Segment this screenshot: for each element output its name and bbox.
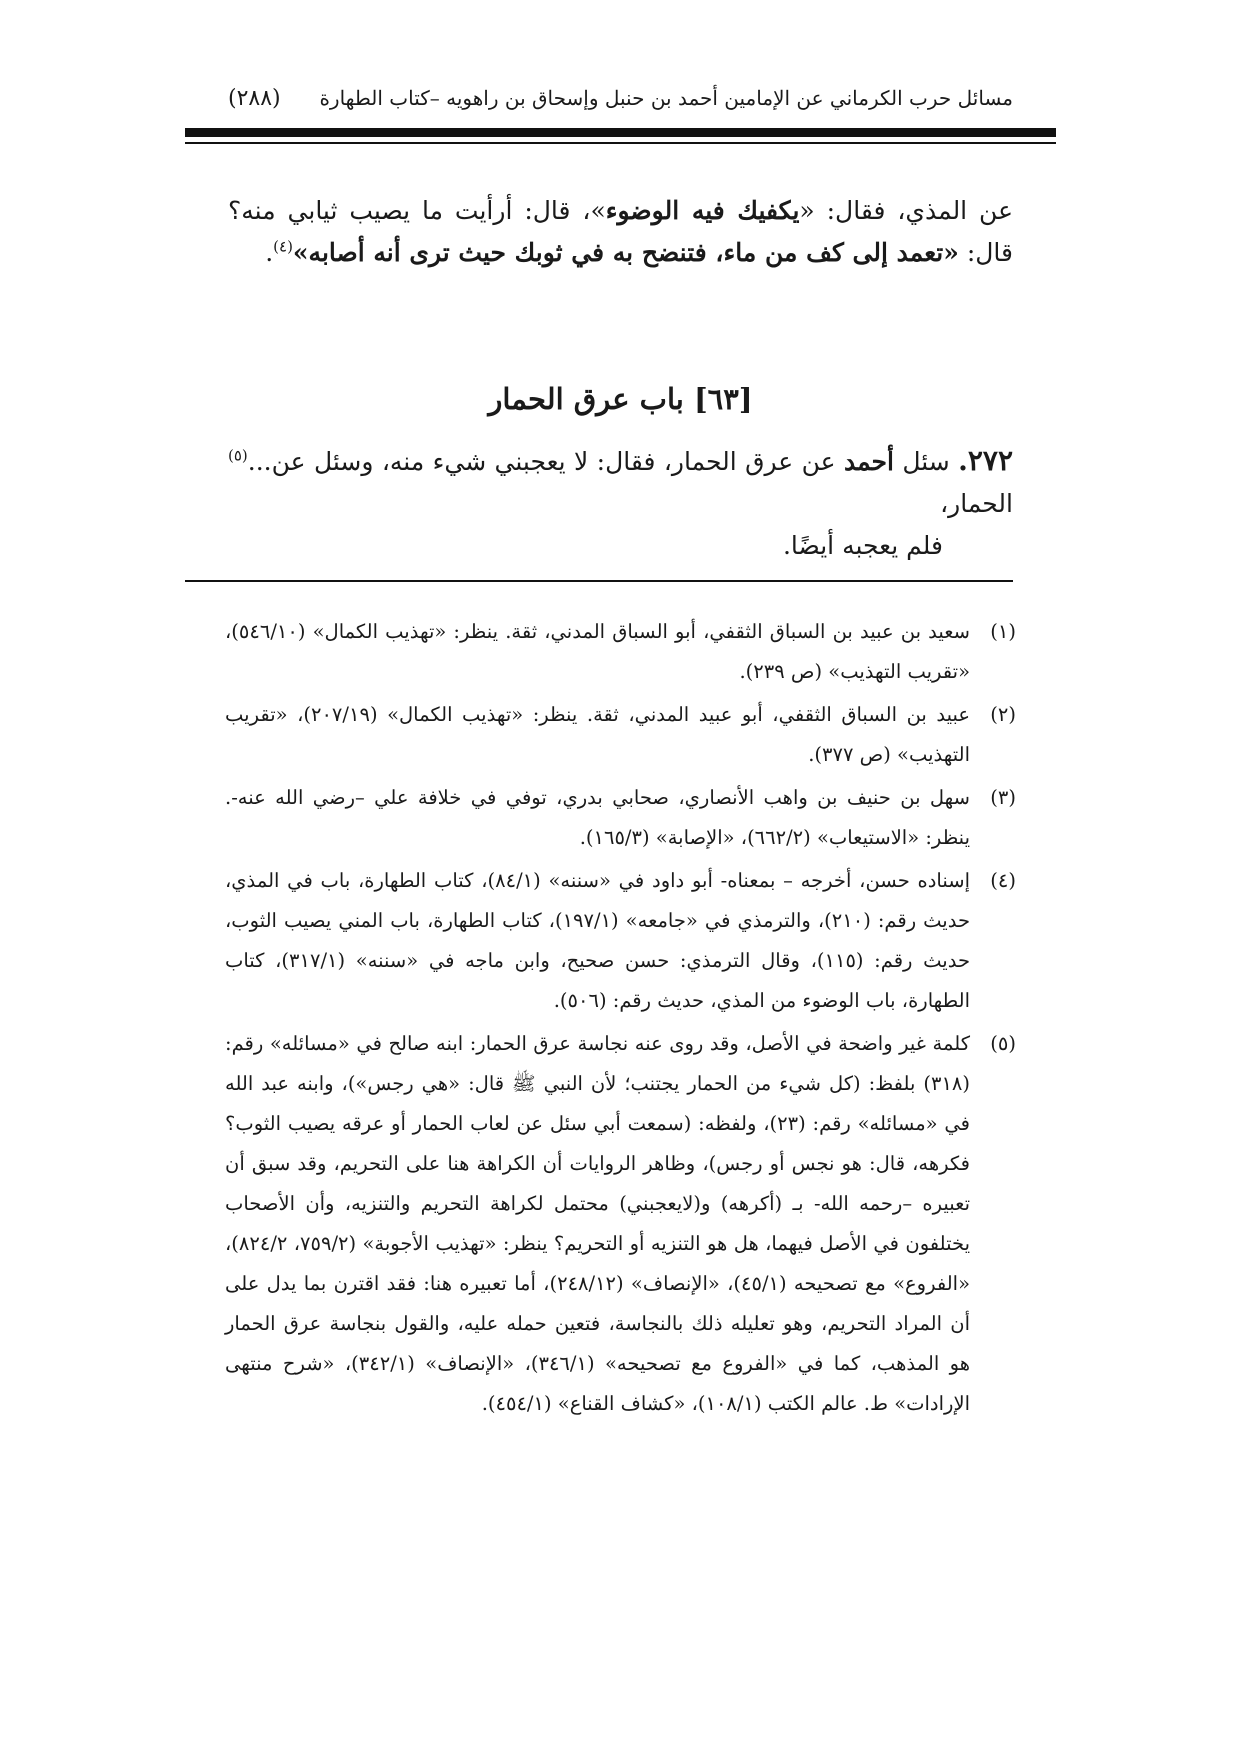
- footnote-text: عبيد بن السباق الثقفي، أبو عبيد المدني، ثقة. ينظر: «تهذيب الكمال» (٢٠٧/١٩)، «تقريب التهذيب» (ص ٣٧٧).: [225, 703, 970, 766]
- chapter-heading: [٦٣] باب عرق الحمار: [488, 382, 753, 416]
- page-number: (٢٨٨): [228, 85, 281, 111]
- footnote-2: [225, 695, 1016, 775]
- header-rule-thin: [185, 142, 1056, 144]
- footnote-text: إسناده حسن، أخرجه – بمعناه- أبو داود في «سننه» (٨٤/١)، كتاب الطهارة، باب في المذي، حديث رقم: (٢١٠)، والترمذي في «جامعه» (١٩٧/١)، كتاب الطهارة، باب المني يصيب الثوب، حديث رقم: (١١٥)، وقال الترمذي: حسن صحيح، وابن ماجه في «سننه» (٣١٧/١)، كتاب الطهارة، باب الوضوء من المذي، حديث رقم: (٥٠٦).: [225, 869, 970, 1012]
- footnote-5: [225, 1024, 1016, 1424]
- entry-line-1: [228, 440, 1013, 525]
- footnote-number: (١): [990, 620, 1016, 643]
- footnote-3: [225, 778, 1016, 858]
- footnote-text: كلمة غير واضحة في الأصل، وقد روى عنه نجاسة عرق الحمار: ابنه صالح في «مسائله» رقم: (٣١٨) بلفظ: (كل شيء من الحمار يجتنب؛ لأن النبي ﷺ قال: «هي رجس»)، وابنه عبد الله في «مسائله» رقم: (٢٣)، ولفظه: (سمعت أبي سئل عن لعاب الحمار أو عرقه يصيب الثوب؟ فكرهه، قال: هو نجس أو رجس)، وظاهر الروايات أن الكراهة هنا على التحريم، وقد سبق أن تعبيره –رحمه الله- بـ (أكرهه) و(لايعجبني) محتمل لكراهة التحريم والتنزيه، وأن الأصحاب يختلفون في الأصل فيهما، هل هو التنزيه أو التحريم؟ ينظر: «تهذيب الأجوبة» (٧٥٩/٢، ٨٢٤/٢)، «الفروع» مع تصحيحه (٤٥/١)، «الإنصاف» (٢٤٨/١٢)، أما تعبيره هنا: فقد اقترن بما يدل على أن المراد التحريم، وهو تعليله ذلك بالنجاسة، فتعين حمله عليه، والقول بنجاسة عرق الحمار هو المذهب، كما في «الفروع مع تصحيحه» (٣٤٦/١)، «الإنصاف» (٣٤٢/١)، «شرح منتهى الإرادات» ط. عالم الكتب (١٠٨/١)، «كشاف القناع» (٤٥٤/١).: [225, 1032, 971, 1415]
- footnote-ref-5: (٥): [228, 446, 248, 465]
- footnote-separator: [185, 580, 1013, 582]
- footnote-1: [225, 612, 1016, 692]
- footnote-ref-4: (٤): [273, 237, 293, 256]
- entry-line-2: فلم يعجبه أيضًا.: [782, 531, 943, 560]
- hadith-quote-2: «تعمد إلى كف من ماء، فتنضح به في ثوبك حيث ترى أنه أصابه»: [292, 238, 959, 267]
- continuation-paragraph: [228, 190, 1013, 274]
- footnote-4: [225, 861, 1016, 1021]
- running-title: مسائل حرب الكرماني عن الإمامين أحمد بن حنبل وإسحاق بن راهويه –كتاب الطهارة: [319, 86, 1013, 110]
- header-rule-thick: [185, 128, 1056, 137]
- continuation-text-2: »، قال: أرأيت ما يصيب ثيابي منه؟ قال:: [228, 196, 1013, 267]
- entry-number: ٢٧٢.: [958, 444, 1014, 477]
- entry-text-3: الحمار،: [940, 489, 1013, 518]
- footnote-number: (٣): [990, 786, 1016, 809]
- entry-name: أحمد: [843, 447, 894, 476]
- footnotes-section: [225, 612, 1016, 1427]
- footnote-text: سهل بن حنيف بن واهب الأنصاري، صحابي بدري، توفي في خلافة علي –رضي الله عنه-. ينظر: «الاستيعاب» (٦٦٢/٢)، «الإصابة» (١٦٥/٣).: [225, 786, 970, 849]
- footnote-text: سعيد بن عبيد بن السباق الثقفي، أبو السباق المدني، ثقة. ينظر: «تهذيب الكمال» (٥٤٦/١٠)، «تقريب التهذيب» (ص ٢٣٩).: [225, 620, 970, 683]
- entry-paragraph: [228, 440, 1013, 567]
- footnote-number: (٤): [990, 869, 1016, 892]
- footnote-number: (٢): [990, 703, 1016, 726]
- continuation-text-3: .: [265, 238, 274, 267]
- footnote-number: (٥): [990, 1032, 1016, 1055]
- entry-text-1: سئل: [893, 447, 959, 476]
- hadith-quote-1: يكفيك فيه الوضوء: [605, 196, 800, 225]
- entry-text-2: عن عرق الحمار، فقال: لا يعجبني شيء منه، وسئل عن...: [247, 447, 844, 476]
- continuation-text-1: عن المذي، فقال: «: [799, 196, 1013, 225]
- running-header: [228, 78, 1013, 118]
